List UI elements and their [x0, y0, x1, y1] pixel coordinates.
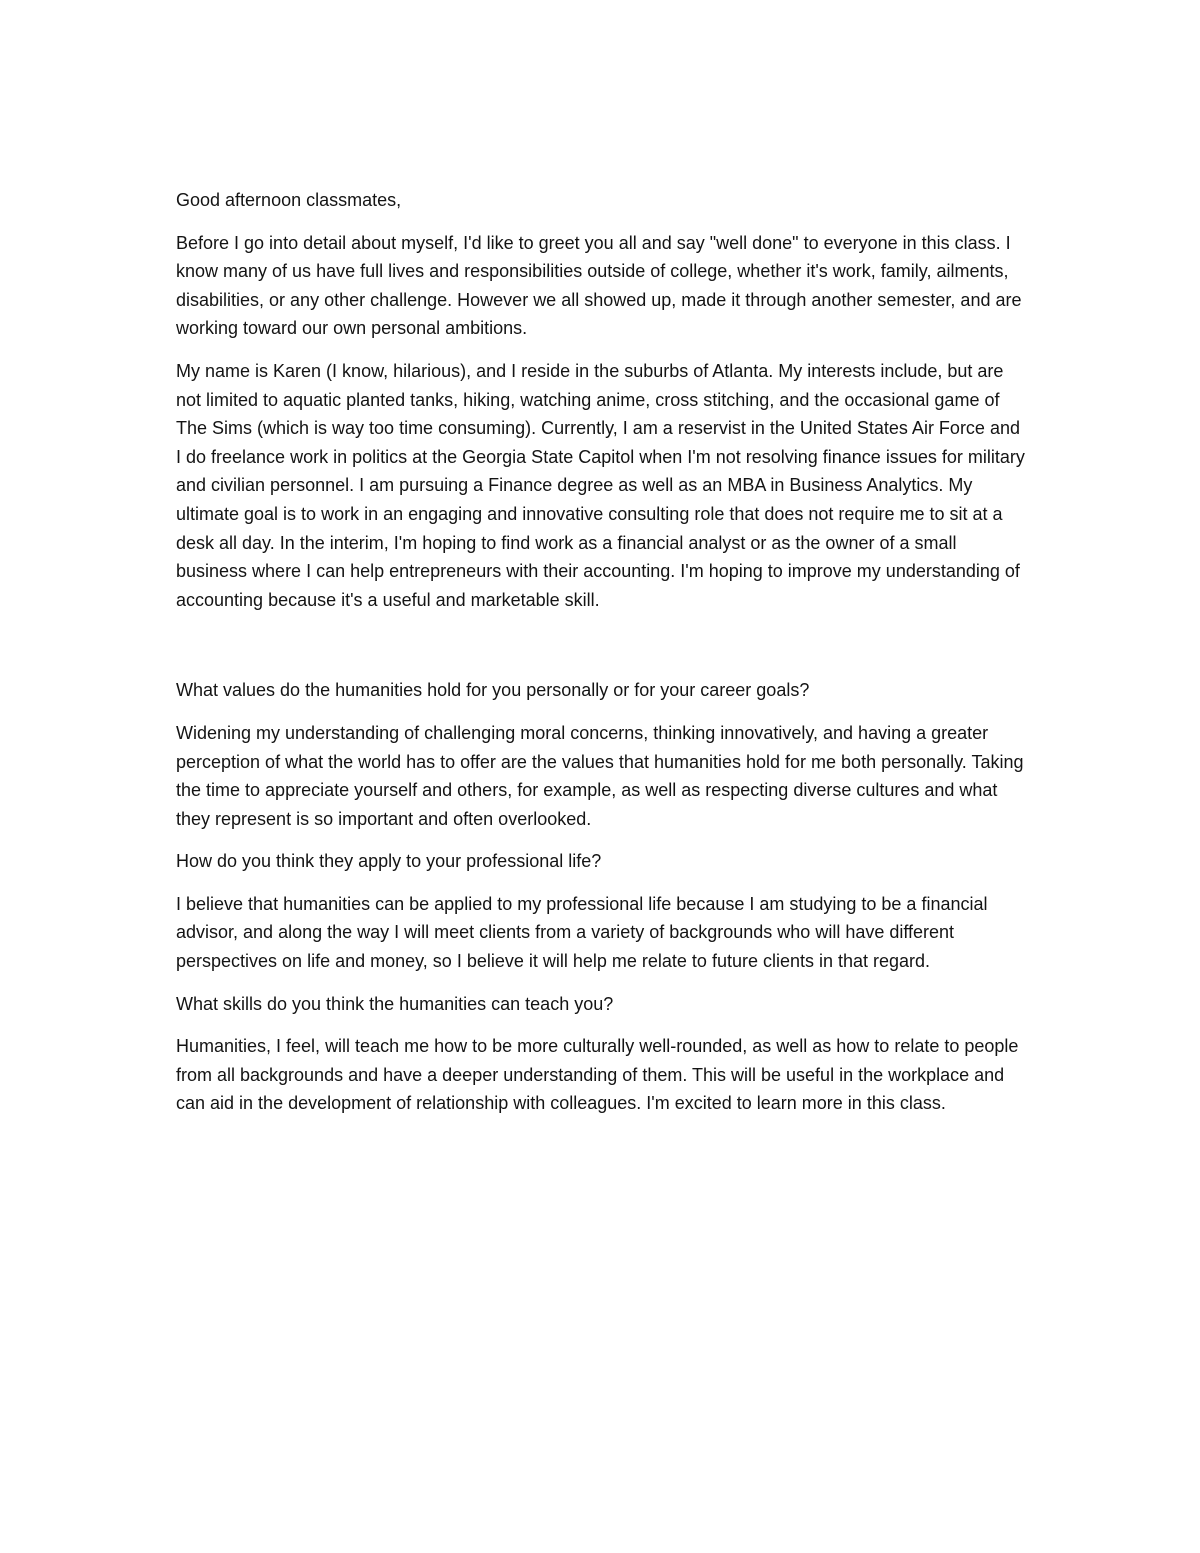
question-1: What values do the humanities hold for you personally or for your career goals?	[176, 680, 810, 701]
intro-paragraph: Before I go into detail about myself, I'd like to greet you all and say "well done" to everyone in this class. I know many of us have full lives and responsibilities outside of college, whether it's work, family, ailments, disabilities, or any other challenge. However we all showed up, made it through another semester, and are working toward our own personal ambitions.	[176, 232, 1022, 339]
answer-2: I believe that humanities can be applied to my professional life because I am studying to be a financial advisor, and along the way I will meet clients from a variety of backgrounds who will have different perspectives on life and money, so I believe it will help me relate to future clients in that regard.	[176, 893, 988, 972]
question-2: How do you think they apply to your professional life?	[176, 851, 602, 872]
greeting-line: Good afternoon classmates,	[176, 190, 402, 210]
answer-1: Widening my understanding of challenging moral concerns, thinking innovatively, and having a greater perception of what the world has to offer are the values that humanities hold for me both personally. Taking the time to appreciate yourself and others, for example, as well as respecting diverse cultures and what they represent is so important and often overlooked.	[176, 722, 1024, 829]
section-spacer	[176, 628, 1028, 676]
question-3: What skills do you think the humanities can teach you?	[176, 993, 614, 1014]
document-body	[176, 186, 1028, 1132]
answer-3: Humanities, I feel, will teach me how to be more culturally well-rounded, as well as how to relate to people from all backgrounds and have a deeper understanding of them. This will be useful in the workplace and can aid in the development of relationship with colleagues. I'm excited to learn more in this class.	[176, 1036, 1019, 1114]
about-paragraph: My name is Karen (I know, hilarious), and I reside in the suburbs of Atlanta. My interests include, but are not limited to aquatic planted tanks, hiking, watching anime, cross stitching, and the occasional game of The Sims (which is way too time consuming). Currently, I am a reservist in the United States Air Force and I do freelance work in politics at the Georgia State Capitol when I'm not resolving finance issues for military and civilian personnel. I am pursuing a Finance degree as well as an MBA in Business Analytics. My ultimate goal is to work in an engaging and innovative consulting role that does not require me to sit at a desk all day. In the interim, I'm hoping to find work as a financial analyst or as the owner of a small business where I can help entrepreneurs with their accounting. I'm hoping to improve my understanding of accounting because it's a useful and marketable skill.	[176, 360, 1025, 610]
